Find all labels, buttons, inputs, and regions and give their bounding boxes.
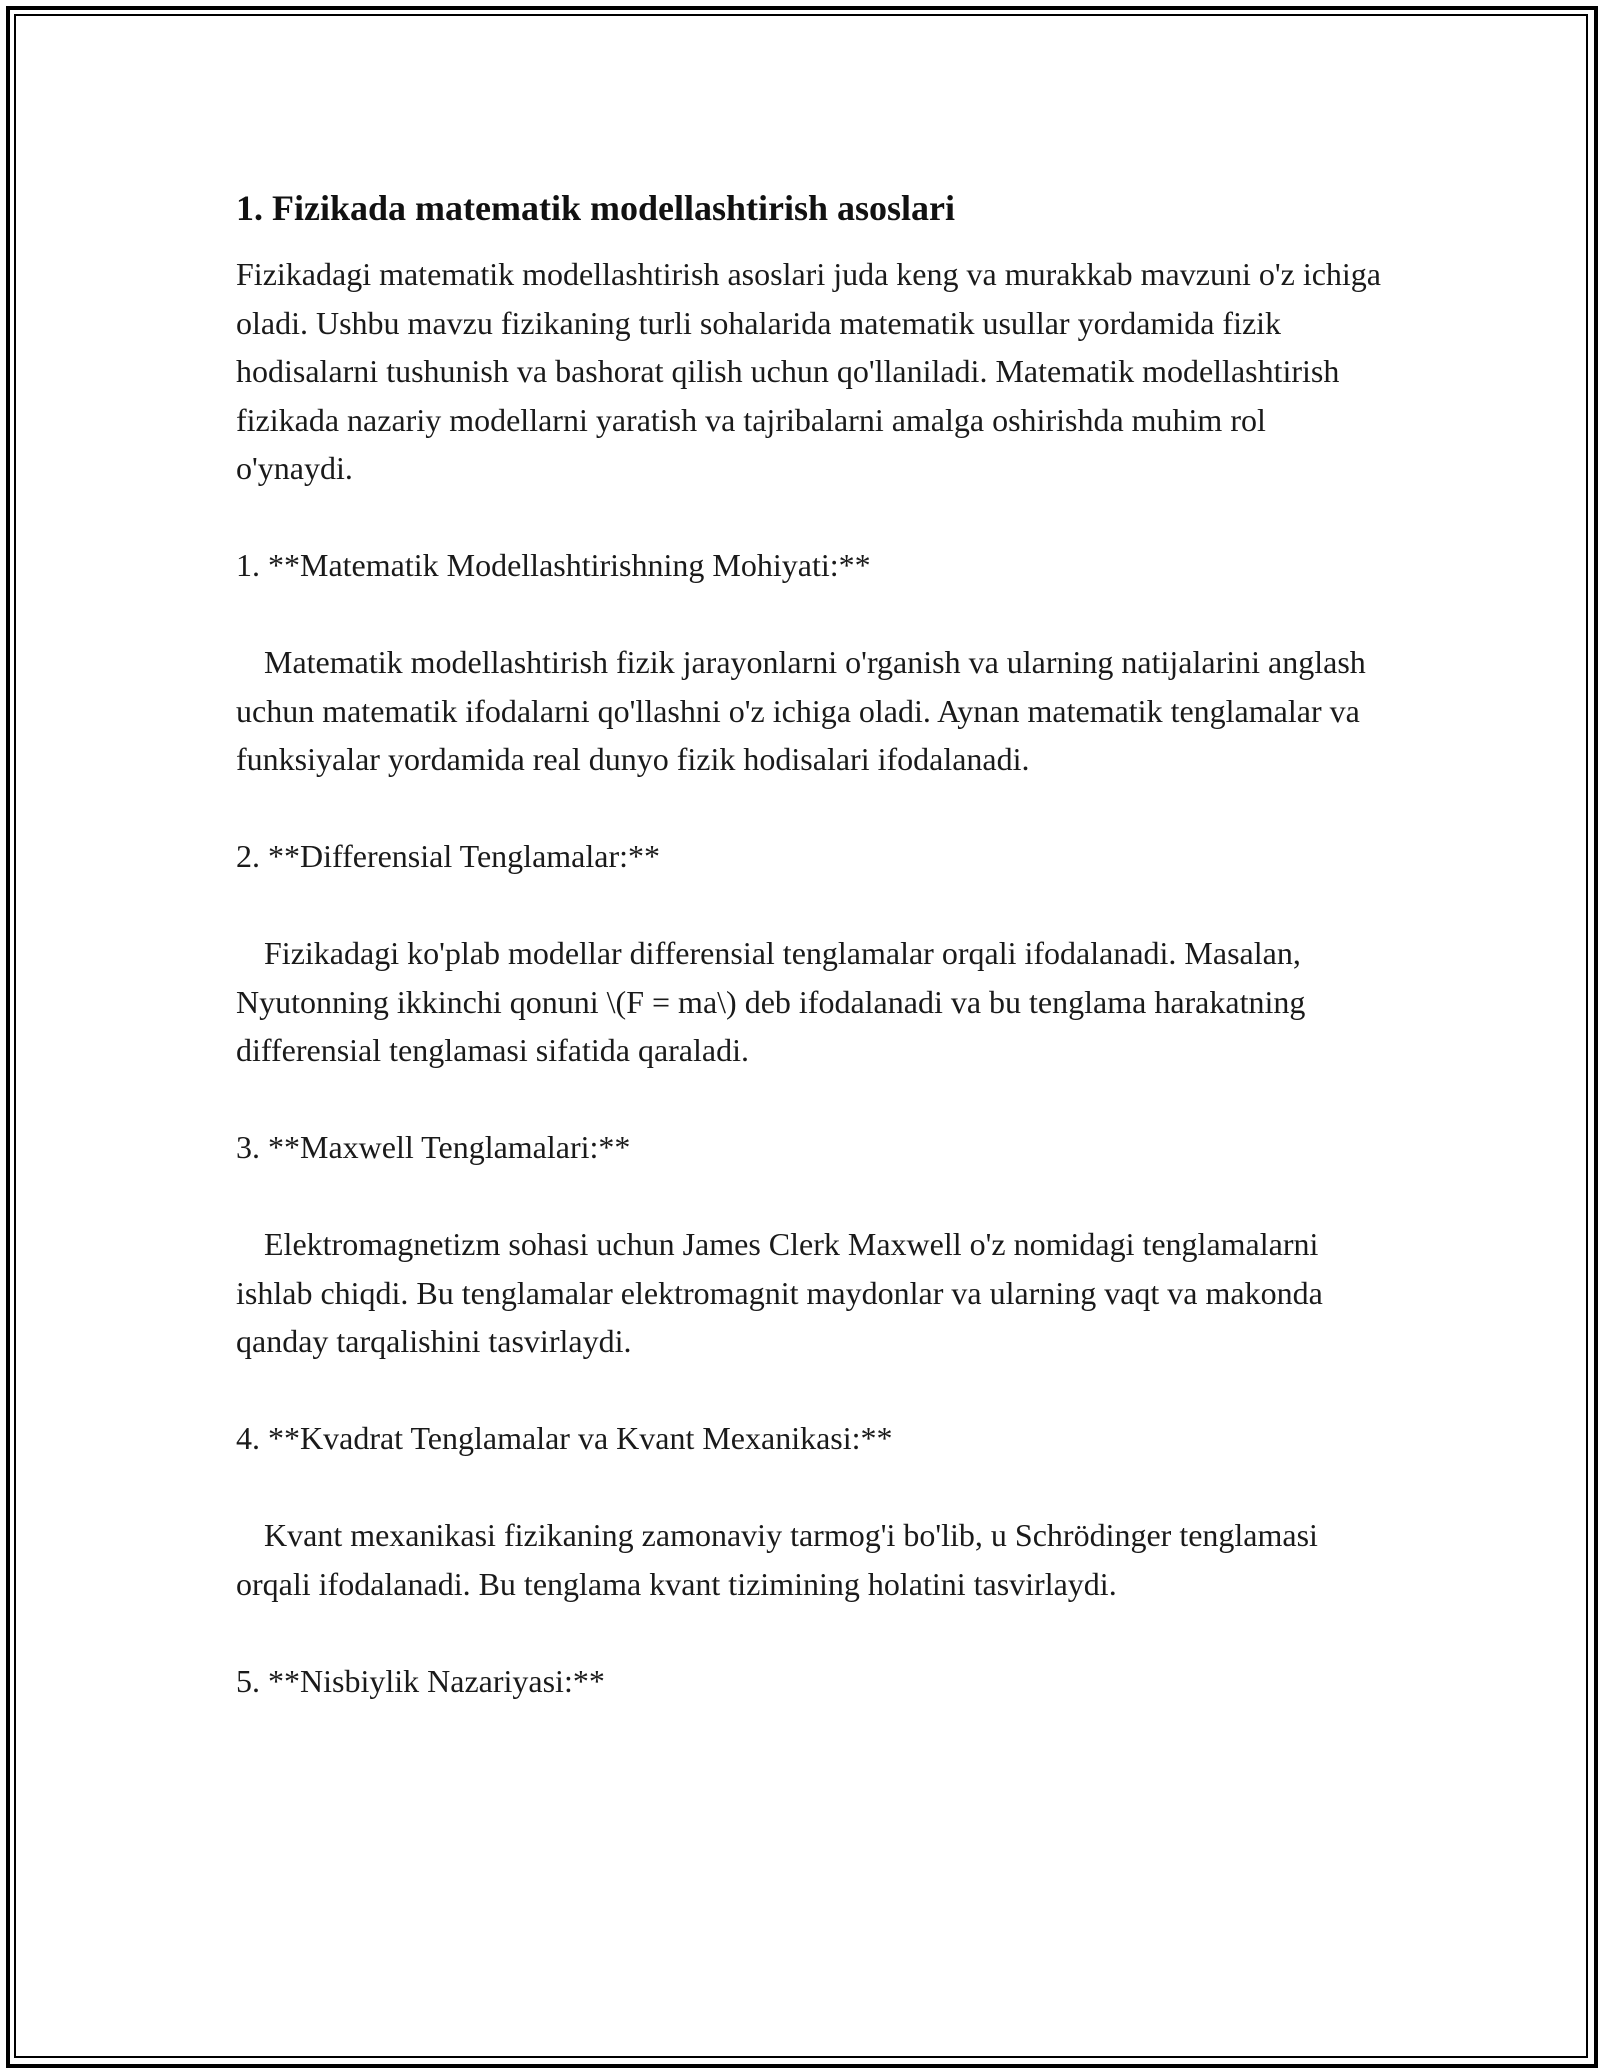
- document-title: 1. Fizikada matematik modellashtirish asoslari: [236, 188, 955, 228]
- list-item-heading: 4. **Kvadrat Tenglamalar va Kvant Mexanikasi:**: [236, 1420, 893, 1456]
- list-item-heading: 3. **Maxwell Tenglamalari:**: [236, 1129, 631, 1165]
- list-item-paragraph: Kvant mexanikasi fizikaning zamonaviy tarmog'i bo'lib, u Schrödinger tenglamasi orqali ifodalanadi. Bu tenglama kvant tizimining holatini tasvirlaydi.: [236, 1517, 1318, 1602]
- intro-paragraph: Fizikadagi matematik modellashtirish asoslari juda keng va murakkab mavzuni o'z ichiga oladi. Ushbu mavzu fizikaning turli sohalarida matematik usullar yordamida fizik hodisalarni tushunish va bashorat qilish uchun qo'llaniladi. Matematik modellashtirish fizikada nazariy modellarni yaratish va tajribalarni amalga oshirishda muhim rol o'ynaydi.: [236, 256, 1381, 486]
- list-item-paragraph: Elektromagnetizm sohasi uchun James Clerk Maxwell o'z nomidagi tenglamalarni ishlab chiqdi. Bu tenglamalar elektromagnit maydonlar va ularning vaqt va makonda qanday tarqalishini tasvirlaydi.: [236, 1226, 1323, 1359]
- list-item-paragraph: Matematik modellashtirish fizik jarayonlarni o'rganish va ularning natijalarini anglash uchun matematik ifodalarni qo'llashni o'z ichiga oladi. Aynan matematik tenglamalar va funksiyalar yordamida real dunyo fizik hodisalari ifodalanadi.: [236, 644, 1366, 777]
- document-body: [236, 184, 1386, 1754]
- list-item-heading: 5. **Nisbiylik Nazariyasi:**: [236, 1662, 605, 1699]
- list-item-paragraph: Fizikadagi ko'plab modellar differensial tenglamalar orqali ifodalanadi. Masalan, Nyutonning ikkinchi qonuni \(F = ma\) deb ifodalanadi va bu tenglama harakatning differensial tenglamasi sifatida qaraladi.: [236, 935, 1306, 1068]
- list-item-heading: 1. **Matematik Modellashtirishning Mohiyati:**: [236, 547, 871, 583]
- list-item-heading: 2. **Differensial Tenglamalar:**: [236, 838, 660, 874]
